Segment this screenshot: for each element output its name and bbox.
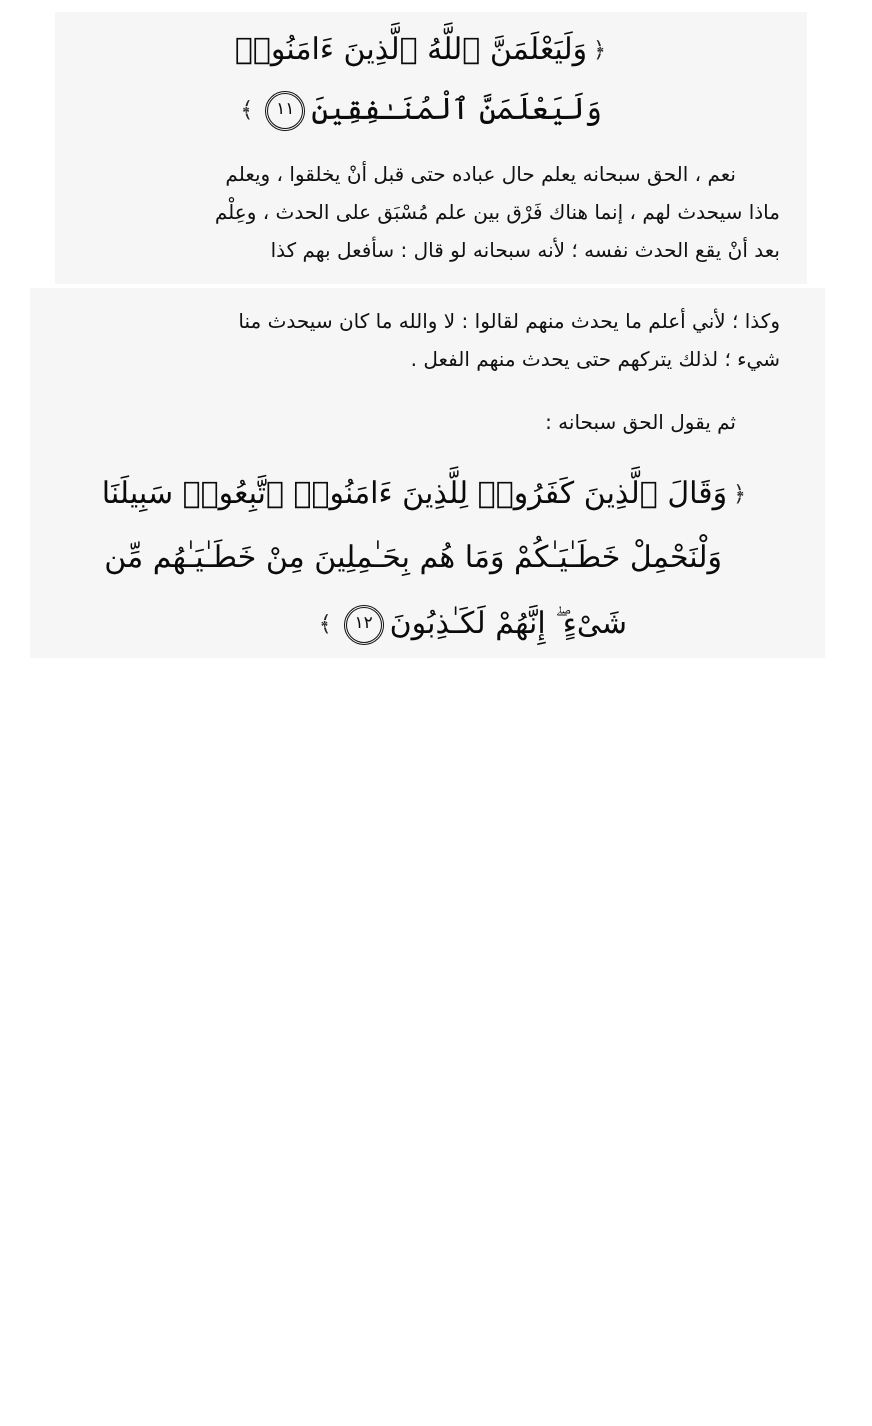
verse-intro [336,403,736,441]
verse-12-text-line-2: وَلْنَحْمِلْ خَطَـٰيَـٰكُمْ وَمَا هُم بِحَـٰمِلِينَ مِنْ خَطَـٰيَـٰهُم مِّن [104,540,722,575]
verse-open-ornament-icon: ﴿ [593,38,606,63]
verse-intro-text: ثم يقول الحق سبحانه : [545,410,736,434]
verse-12-text-line-3: شَىْءٍ ۖ إِنَّهُمْ لَكَـٰذِبُونَ [389,606,627,641]
quran-verse-11-line-1 [235,20,612,81]
commentary-1-line-1: نعم ، الحق سبحانه يعلم حال عباده حتى قبل أنْ يخلقوا ، ويعلم [225,162,736,186]
verse-open-ornament-icon: ﴿ [733,482,746,507]
verse-12-text-line-1: وَقَالَ ٱلَّذِينَ كَفَرُوا۟ لِلَّذِينَ ءَامَنُوا۟ ٱتَّبِعُوا۟ سَبِيلَنَا [101,476,728,511]
verse-11-text-line-1: وَلَيَعْلَمَنَّ ٱللَّهُ ٱلَّذِينَ ءَامَنُوا۟ [234,32,588,67]
ayah-number-11: ١١ [265,91,305,131]
commentary-1-line-3: بعد أنْ يقع الحدث نفسه ؛ لأنه سبحانه لو قال : سأفعل بهم كذا [270,238,780,262]
commentary-2-line-2: شيء ؛ لذلك يتركهم حتى يحدث منهم الفعل . [410,347,780,371]
verse-close-ornament-icon: ﴾ [240,98,254,123]
commentary-paragraph-1 [90,155,780,269]
verse-11-text-line-2: وَلَيَعْلَمَنَّ ٱلْمُنَـٰفِقِينَ [311,92,602,127]
quran-verse-11-line-2 [234,80,602,141]
quran-verse-12-line-2 [104,528,722,588]
quran-verse-12-line-3 [313,594,627,655]
commentary-1-line-2: ماذا سيحدث لهم ، إنما هناك فَرْق بين علم مُسْبَق على الحدث ، وعِلْم [214,200,780,224]
commentary-2-line-1: وكذا ؛ لأني أعلم ما يحدث منهم لقالوا : لا والله ما كان سيحدث منا [238,309,780,333]
quran-verse-12-line-1 [102,464,752,525]
verse-close-ornament-icon: ﴾ [318,612,332,637]
commentary-paragraph-2 [90,302,780,378]
ayah-number-12: ١٢ [344,605,384,645]
